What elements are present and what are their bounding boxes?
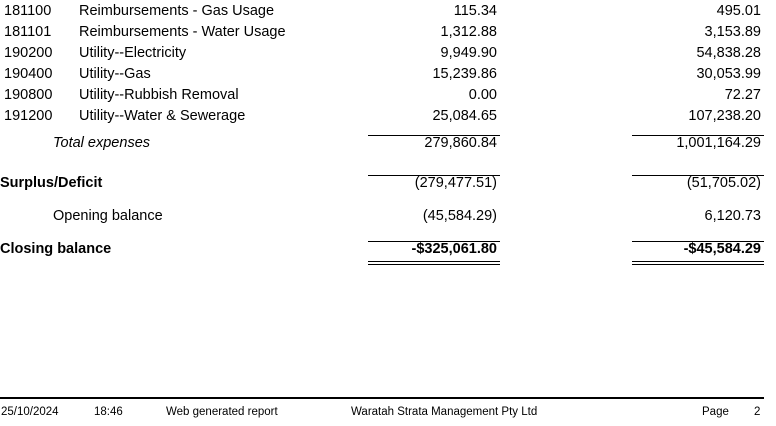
previous-amount: 30,053.99 [696,66,761,82]
previous-amount: 495.01 [716,3,761,19]
footer-date: 25/10/2024 [1,406,59,418]
account-description: Utility--Water & Sewerage [79,108,246,124]
surplus-deficit-row [0,173,776,194]
account-description: Utility--Gas [79,66,151,82]
surplus-deficit-previous: (51,705.02) [686,175,761,191]
opening-balance-current: (45,584.29) [422,208,497,224]
current-amount: 115.34 [453,3,497,19]
surplus-deficit-current: (279,477.51) [414,175,497,191]
closing-balance-previous: -$45,584.29 [683,241,761,257]
expense-row [0,1,776,22]
closing-double-rule [368,261,500,265]
account-code: 191200 [4,108,53,124]
account-code: 190800 [4,87,53,103]
footer-rule [0,397,764,399]
closing-balance-row [0,239,776,260]
closing-balance-current: -$325,061.80 [411,241,497,257]
footer-page-number: 2 [754,406,761,418]
footer-time: 18:46 [94,406,123,418]
footer-company: Waratah Strata Management Pty Ltd [351,406,538,418]
account-code: 181100 [4,3,52,19]
previous-amount: 3,153.89 [704,24,761,40]
account-code: 190200 [4,45,53,61]
account-description: Utility--Electricity [79,45,187,61]
footer-report-type: Web generated report [166,406,278,418]
current-amount: 15,239.86 [432,66,497,82]
opening-balance-label: Opening balance [53,208,163,224]
previous-amount: 107,238.20 [688,108,761,124]
opening-balance-previous: 6,120.73 [704,208,761,224]
total-expenses-row [0,133,776,154]
account-description: Reimbursements - Gas Usage [79,3,275,19]
account-description: Utility--Rubbish Removal [79,87,239,103]
closing-double-rule [632,261,764,265]
current-amount: 1,312.88 [440,24,497,40]
closing-balance-label: Closing balance [0,241,112,257]
account-description: Reimbursements - Water Usage [79,24,286,40]
expense-row [0,64,776,85]
footer-page-label: Page [702,406,729,418]
expense-row [0,22,776,43]
current-amount: 25,084.65 [432,108,497,124]
total-expenses-label: Total expenses [53,135,151,151]
total-expenses-current: 279,860.84 [424,135,497,151]
total-expenses-previous: 1,001,164.29 [676,135,761,151]
expense-row [0,106,776,127]
previous-amount: 54,838.28 [696,45,761,61]
current-amount: 0.00 [468,87,497,103]
opening-balance-row [0,206,776,227]
expense-row [0,85,776,106]
previous-amount: 72.27 [724,87,761,103]
expense-row [0,43,776,64]
current-amount: 9,949.90 [440,45,497,61]
account-code: 181101 [4,24,52,40]
surplus-deficit-label: Surplus/Deficit [0,175,103,191]
account-code: 190400 [4,66,53,82]
